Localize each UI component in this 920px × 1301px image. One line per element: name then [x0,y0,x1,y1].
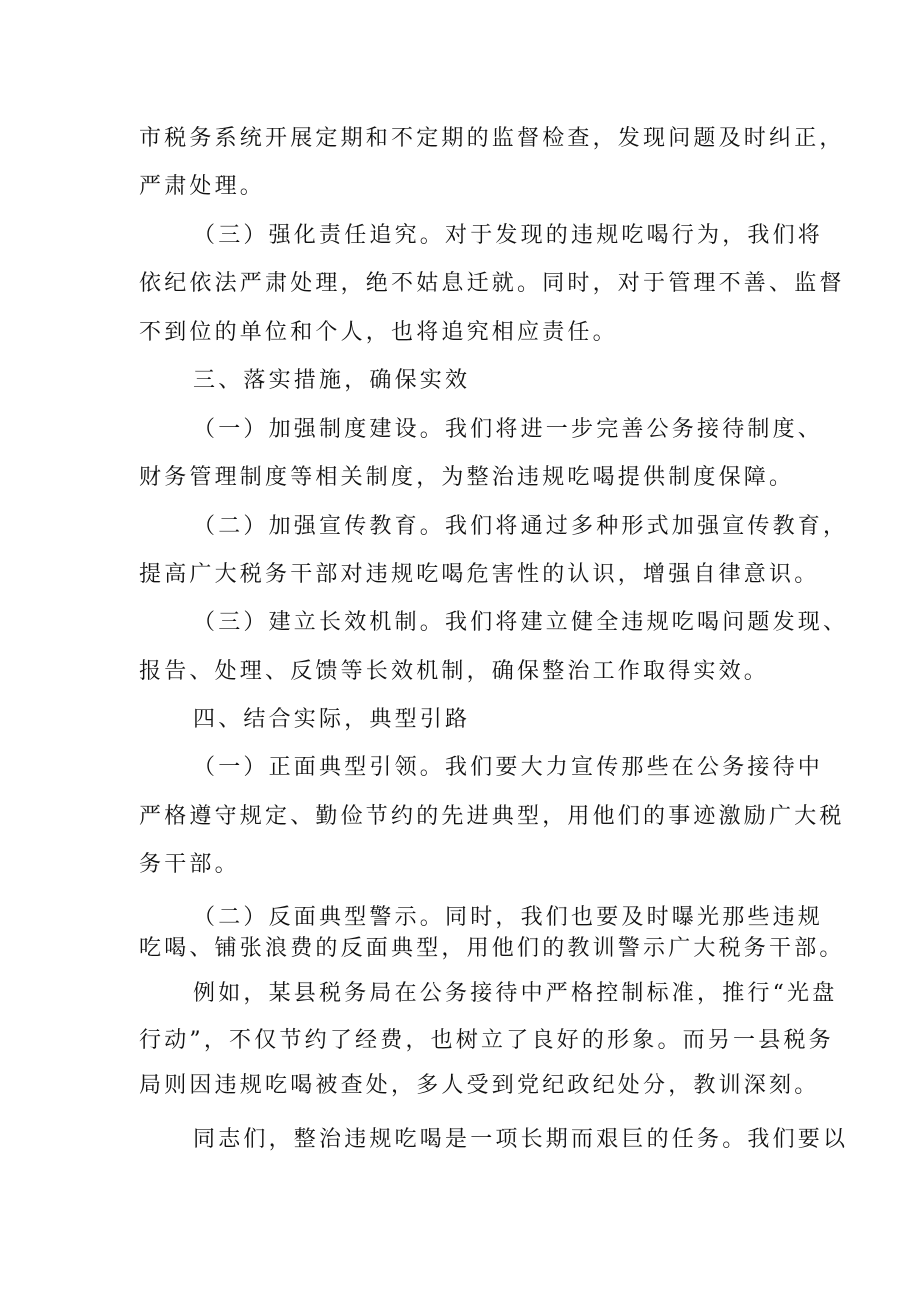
section-heading: 三、落实措施，确保实效 [193,368,471,393]
text-line: 提高广大税务干部对违规吃喝危害性的认识，增强自律意识。 [139,562,820,587]
text-line: 严肃处理。 [139,174,266,199]
text-line: 不到位的单位和个人，也将追究相应责任。 [139,320,618,345]
text-line: 局则因违规吃喝被查处，多人受到党纪政纪处分，教训深刻。 [139,1073,820,1098]
text-line: （三）建立长效机制。我们将建立健全违规吃喝问题发现、 [193,610,849,635]
section-heading: 四、结合实际，典型引路 [193,707,471,732]
text-line: 行动”，不仅节约了经费，也树立了良好的形象。而另一县税务 [139,1028,834,1053]
text-line: （二）反面典型警示。同时，我们也要及时曝光那些违规 [193,905,824,930]
text-line: 务干部。 [139,852,240,877]
text-line: （一）加强制度建设。我们将进一步完善公务接待制度、 [193,417,824,442]
text-line: （一）正面典型引领。我们要大力宣传那些在公务接待中 [193,755,824,780]
text-line: 例如，某县税务局在公务接待中严格控制标准，推行“光盘 [193,981,838,1006]
text-line: 同志们，整治违规吃喝是一项长期而艰巨的任务。我们要以 [193,1127,849,1152]
text-line: 吃喝、铺张浪费的反面典型，用他们的教训警示广大税务干部。 [139,936,845,961]
text-line: （二）加强宣传教育。我们将通过多种形式加强宣传教育， [193,514,849,539]
text-line: 严格遵守规定、勤俭节约的先进典型，用他们的事迹激励广大税 [139,804,845,829]
text-line: 市税务系统开展定期和不定期的监督检查，发现问题及时纠正， [139,126,845,151]
text-line: 财务管理制度等相关制度，为整治违规吃喝提供制度保障。 [139,465,795,490]
text-line: （三）强化责任追究。对于发现的违规吃喝行为，我们将 [193,223,824,248]
text-line: 依纪依法严肃处理，绝不姑息迁就。同时，对于管理不善、监督 [139,271,845,296]
text-line: 报告、处理、反馈等长效机制，确保整治工作取得实效。 [139,659,770,684]
